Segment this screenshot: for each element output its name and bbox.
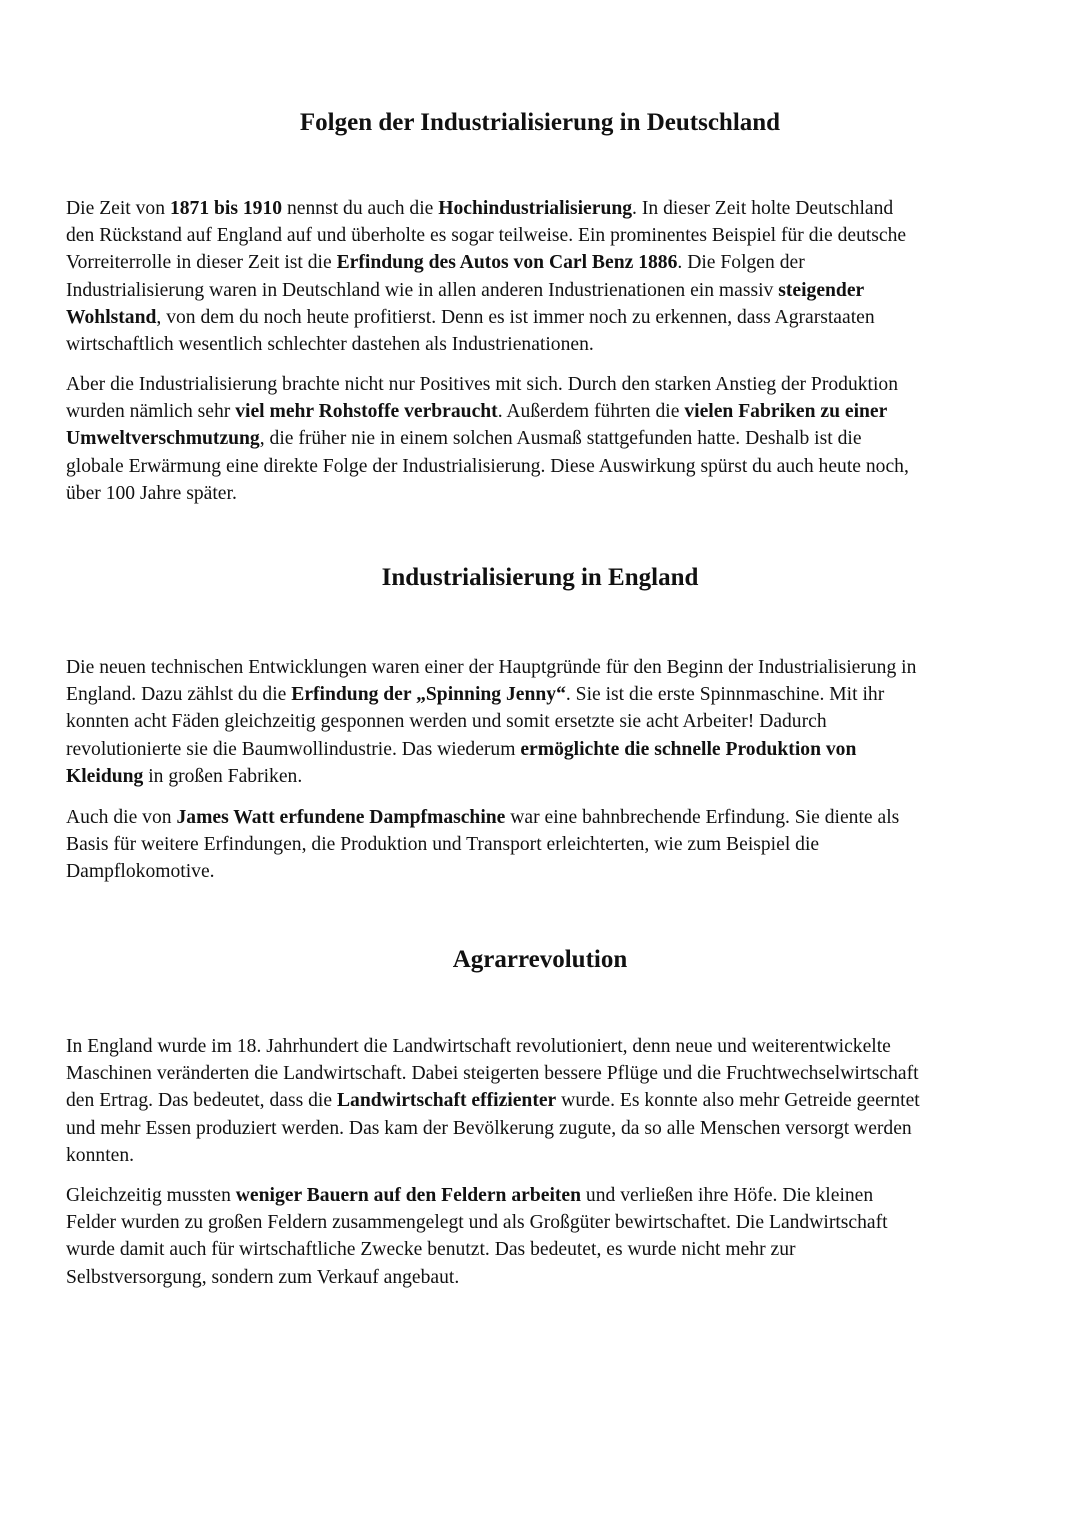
- text-run: Die neuen technischen Entwicklungen waren einer der Hauptgründe für den Beginn der Industrialisierung in: [66, 657, 917, 678]
- bold-text: steigender: [778, 279, 865, 301]
- paragraph: [66, 804, 1018, 886]
- text-run: England. Dazu zählst du die: [66, 684, 292, 706]
- text-line: [66, 1033, 1018, 1060]
- bold-text: Landwirtschaft effizienter: [336, 1090, 557, 1112]
- section-heading-folgen: Folgen der Industrialisierung in Deutschland: [299, 109, 781, 136]
- bold-text: James Watt erfundene Dampfmaschine: [176, 807, 506, 828]
- bold-text: Hochindustrialisierung: [438, 198, 633, 219]
- bold-text: weniger Bauern auf den Feldern arbeiten: [235, 1185, 582, 1206]
- text-line: [66, 1264, 1018, 1291]
- text-line: [66, 425, 1018, 452]
- text-line: [66, 804, 1018, 831]
- text-run: war eine bahnbrechende Erfindung. Sie diente als: [505, 807, 900, 828]
- text-run: Dampflokomotive.: [66, 861, 215, 883]
- text-run: und verließen ihre Höfe. Die kleinen: [581, 1185, 874, 1206]
- text-line: [66, 249, 1018, 276]
- bold-text: Kleidung: [66, 765, 144, 787]
- text-run: Gleichzeitig mussten: [66, 1185, 236, 1206]
- bold-text: vielen Fabriken zu einer: [684, 401, 888, 423]
- text-run: . In dieser Zeit holte Deutschland: [632, 198, 894, 219]
- text-run: über 100 Jahre später.: [66, 482, 237, 504]
- text-run: konnten.: [66, 1144, 135, 1166]
- bold-text: viel mehr Rohstoffe verbraucht: [235, 401, 498, 423]
- paragraph: [66, 1182, 1018, 1291]
- text-line: [66, 371, 1018, 398]
- text-line: [66, 858, 1018, 885]
- text-line: [66, 480, 1018, 507]
- text-run: nennst du auch die: [282, 198, 439, 219]
- text-run: . Sie ist die erste Spinnmaschine. Mit ihr: [565, 684, 885, 706]
- text-line: [66, 222, 1018, 249]
- text-run: Vorreiterrolle in dieser Zeit ist die: [66, 252, 337, 274]
- text-line: [66, 1087, 1018, 1114]
- text-line: [66, 398, 1018, 425]
- text-run: den Rückstand auf England auf und überholte es sogar teilweise. Ein prominentes Beispiel für die deutsche: [66, 225, 907, 247]
- text-run: Felder wurden zu großen Feldern zusammengelegt und als Großgüter bewirtschaftet. Die Landwirtschaft: [66, 1212, 888, 1234]
- bold-text: ermöglichte die schnelle Produktion von: [520, 738, 857, 760]
- text-line: [66, 1182, 1018, 1209]
- text-run: Selbstversorgung, sondern zum Verkauf angebaut.: [66, 1266, 460, 1288]
- text-run: . Außerdem führten die: [497, 401, 685, 423]
- text-run: . Die Folgen der: [677, 252, 805, 274]
- section-heading-england: Industrialisierung in England: [381, 564, 699, 591]
- text-line: [66, 1236, 1018, 1263]
- text-line: [66, 195, 1018, 222]
- paragraph: [66, 371, 1018, 507]
- text-line: [66, 331, 1018, 358]
- text-line: [66, 453, 1018, 480]
- bold-text: Wohlstand: [66, 306, 157, 328]
- text-run: wurde damit auch für wirtschaftliche Zwecke benutzt. Das bedeutet, es wurde nicht mehr zur: [66, 1239, 796, 1261]
- text-run: konnten acht Fäden gleichzeitig gesponnen werden und somit ersetzte sie acht Arbeiter! Dadurch: [66, 711, 827, 733]
- text-run: In England wurde im 18. Jahrhundert die Landwirtschaft revolutioniert, denn neue und weiterentwickelte: [66, 1036, 891, 1057]
- section-heading-agrarrevolution: Agrarrevolution: [452, 946, 628, 973]
- text-line: [66, 681, 1018, 708]
- text-run: Industrialisierung waren in Deutschland wie in allen anderen Industrienationen ein massiv: [66, 279, 779, 301]
- text-run: Aber die Industrialisierung brachte nicht nur Positives mit sich. Durch den starken Anstieg der Produktion: [66, 374, 899, 395]
- text-run: globale Erwärmung eine direkte Folge der Industrialisierung. Diese Auswirkung spürst du auch heute noch,: [66, 455, 909, 477]
- text-run: wurde. Es konnte also mehr Getreide geerntet: [556, 1090, 920, 1112]
- text-run: wurden nämlich sehr: [66, 401, 236, 423]
- text-run: Basis für weitere Erfindungen, die Produktion und Transport erleichterten, wie zum Beispiel die: [66, 834, 820, 856]
- text-run: , die früher nie in einem solchen Ausmaß stattgefunden hatte. Deshalb ist die: [259, 428, 862, 450]
- text-line: [66, 1209, 1018, 1236]
- text-line: [66, 654, 1018, 681]
- paragraph: [66, 654, 1018, 790]
- text-run: revolutionierte sie die Baumwollindustrie. Das wiederum: [66, 738, 521, 760]
- text-line: [66, 763, 1018, 790]
- text-line: [66, 1060, 1018, 1087]
- bold-text: Erfindung des Autos von Carl Benz 1886: [336, 252, 678, 274]
- paragraph: [66, 195, 1018, 358]
- paragraph: [66, 1033, 1018, 1169]
- text-line: [66, 736, 1018, 763]
- text-run: Die Zeit von: [66, 198, 170, 219]
- text-line: [66, 1115, 1018, 1142]
- text-line: [66, 831, 1018, 858]
- text-run: , von dem du noch heute profitierst. Denn es ist immer noch zu erkennen, dass Agrarstaaten: [156, 306, 875, 328]
- text-run: Auch die von: [66, 807, 177, 828]
- bold-text: Erfindung der „Spinning Jenny“: [291, 684, 566, 706]
- text-run: in großen Fabriken.: [143, 765, 303, 787]
- bold-text: 1871 bis 1910: [169, 198, 283, 219]
- text-run: wirtschaftlich wesentlich schlechter dastehen als Industrienationen.: [66, 334, 594, 356]
- text-line: [66, 708, 1018, 735]
- text-line: [66, 1142, 1018, 1169]
- text-line: [66, 277, 1018, 304]
- text-run: und mehr Essen produziert werden. Das kam der Bevölkerung zugute, da so alle Menschen versorgt werden: [66, 1117, 912, 1139]
- text-run: Maschinen veränderten die Landwirtschaft. Dabei steigerten bessere Pflüge und die Fruchtwechselwirtschaft: [66, 1063, 919, 1085]
- text-line: [66, 304, 1018, 331]
- bold-text: Umweltverschmutzung: [66, 428, 260, 450]
- text-run: den Ertrag. Das bedeutet, dass die: [66, 1090, 337, 1112]
